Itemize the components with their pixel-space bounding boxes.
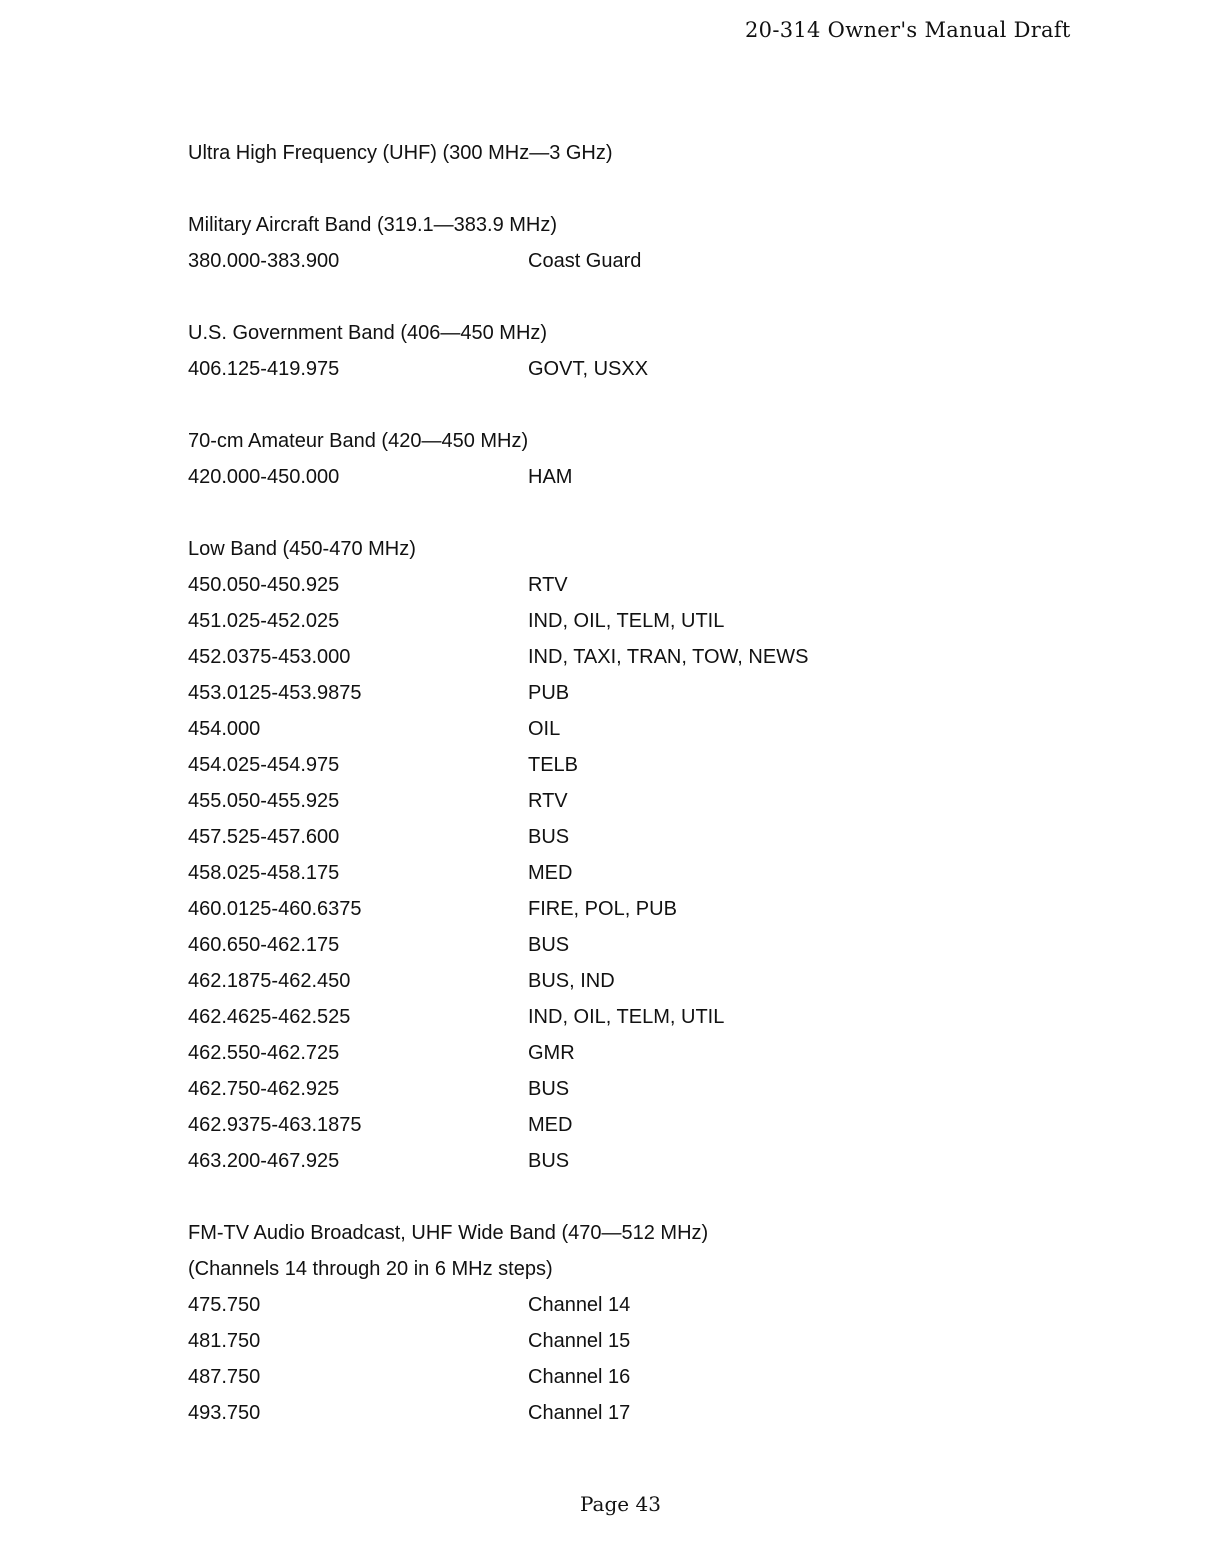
- frequency-range: 493.750: [188, 1402, 261, 1424]
- frequency-row: [188, 711, 1088, 747]
- frequency-row: [188, 1107, 1088, 1143]
- frequency-row: [188, 675, 1088, 711]
- frequency-range: 420.000-450.000: [188, 466, 340, 488]
- frequency-use: BUS: [528, 1150, 570, 1172]
- frequency-range: 460.650-462.175: [188, 934, 340, 956]
- frequency-use: Channel 16: [528, 1366, 631, 1388]
- frequency-row: [188, 819, 1088, 855]
- frequency-use: IND, OIL, TELM, UTIL: [528, 610, 725, 632]
- frequency-use: IND, OIL, TELM, UTIL: [528, 1006, 725, 1028]
- frequency-use: RTV: [528, 574, 568, 596]
- band-heading: 70-cm Amateur Band (420—450 MHz): [188, 430, 529, 452]
- frequency-use: Coast Guard: [528, 250, 642, 272]
- frequency-range: 451.025-452.025: [188, 610, 340, 632]
- frequency-use: BUS: [528, 826, 570, 848]
- frequency-row: [188, 963, 1088, 999]
- frequency-use: IND, TAXI, TRAN, TOW, NEWS: [528, 646, 809, 668]
- frequency-range: 452.0375-453.000: [188, 646, 351, 668]
- frequency-use: Channel 17: [528, 1402, 631, 1424]
- frequency-row: [188, 1287, 1088, 1323]
- frequency-range: 450.050-450.925: [188, 574, 340, 596]
- frequency-range: 462.4625-462.525: [188, 1006, 351, 1028]
- frequency-use: OIL: [528, 718, 561, 740]
- frequency-row: [188, 243, 1088, 279]
- section-spacer: [188, 387, 1088, 423]
- frequency-row: [188, 639, 1088, 675]
- frequency-range: 462.9375-463.1875: [188, 1114, 362, 1136]
- frequency-range: 458.025-458.175: [188, 862, 340, 884]
- band-heading: U.S. Government Band (406—450 MHz): [188, 322, 548, 344]
- frequency-range: 463.200-467.925: [188, 1150, 340, 1172]
- frequency-row: [188, 1359, 1088, 1395]
- frequency-use: BUS: [528, 1078, 570, 1100]
- band-heading: FM-TV Audio Broadcast, UHF Wide Band (470—512 MHz): [188, 1222, 709, 1244]
- frequency-row: [188, 999, 1088, 1035]
- frequency-range: 454.000: [188, 718, 261, 740]
- frequency-range: 462.1875-462.450: [188, 970, 351, 992]
- frequency-row: [188, 1395, 1088, 1431]
- frequency-use: PUB: [528, 682, 570, 704]
- frequency-row: [188, 1323, 1088, 1359]
- frequency-row: [188, 927, 1088, 963]
- frequency-use: BUS: [528, 934, 570, 956]
- document-header-title: 20-314 Owner's Manual Draft: [745, 18, 1071, 42]
- frequency-range: 475.750: [188, 1294, 261, 1316]
- band-heading: Ultra High Frequency (UHF) (300 MHz—3 GHz): [188, 142, 613, 164]
- section-spacer: [188, 1179, 1088, 1215]
- frequency-range: 406.125-419.975: [188, 358, 340, 380]
- frequency-row: [188, 747, 1088, 783]
- frequency-use: MED: [528, 1114, 573, 1136]
- frequency-use: Channel 14: [528, 1294, 631, 1316]
- section-spacer: [188, 279, 1088, 315]
- frequency-use: RTV: [528, 790, 568, 812]
- band-subheading: (Channels 14 through 20 in 6 MHz steps): [188, 1258, 553, 1280]
- page-number: Page 43: [580, 1492, 661, 1516]
- frequency-range: 460.0125-460.6375: [188, 898, 362, 920]
- frequency-use: FIRE, POL, PUB: [528, 898, 677, 920]
- frequency-use: GOVT, USXX: [528, 358, 649, 380]
- frequency-table: [188, 135, 1088, 1431]
- frequency-row: [188, 855, 1088, 891]
- frequency-use: BUS, IND: [528, 970, 615, 992]
- frequency-row: [188, 783, 1088, 819]
- frequency-range: 457.525-457.600: [188, 826, 340, 848]
- frequency-range: 462.750-462.925: [188, 1078, 340, 1100]
- frequency-row: [188, 1035, 1088, 1071]
- frequency-row: [188, 603, 1088, 639]
- frequency-range: 454.025-454.975: [188, 754, 340, 776]
- section-spacer: [188, 495, 1088, 531]
- frequency-use: Channel 15: [528, 1330, 631, 1352]
- section-spacer: [188, 171, 1088, 207]
- frequency-range: 462.550-462.725: [188, 1042, 340, 1064]
- frequency-row: [188, 891, 1088, 927]
- frequency-range: 380.000-383.900: [188, 250, 340, 272]
- band-heading: Low Band (450-470 MHz): [188, 538, 416, 560]
- frequency-row: [188, 567, 1088, 603]
- frequency-use: TELB: [528, 754, 579, 776]
- frequency-range: 487.750: [188, 1366, 261, 1388]
- frequency-use: MED: [528, 862, 573, 884]
- frequency-row: [188, 459, 1088, 495]
- band-heading: Military Aircraft Band (319.1—383.9 MHz): [188, 214, 558, 236]
- frequency-row: [188, 1143, 1088, 1179]
- frequency-range: 455.050-455.925: [188, 790, 340, 812]
- frequency-range: 481.750: [188, 1330, 261, 1352]
- frequency-row: [188, 351, 1088, 387]
- frequency-use: GMR: [528, 1042, 575, 1064]
- frequency-row: [188, 1071, 1088, 1107]
- frequency-use: HAM: [528, 466, 573, 488]
- frequency-range: 453.0125-453.9875: [188, 682, 362, 704]
